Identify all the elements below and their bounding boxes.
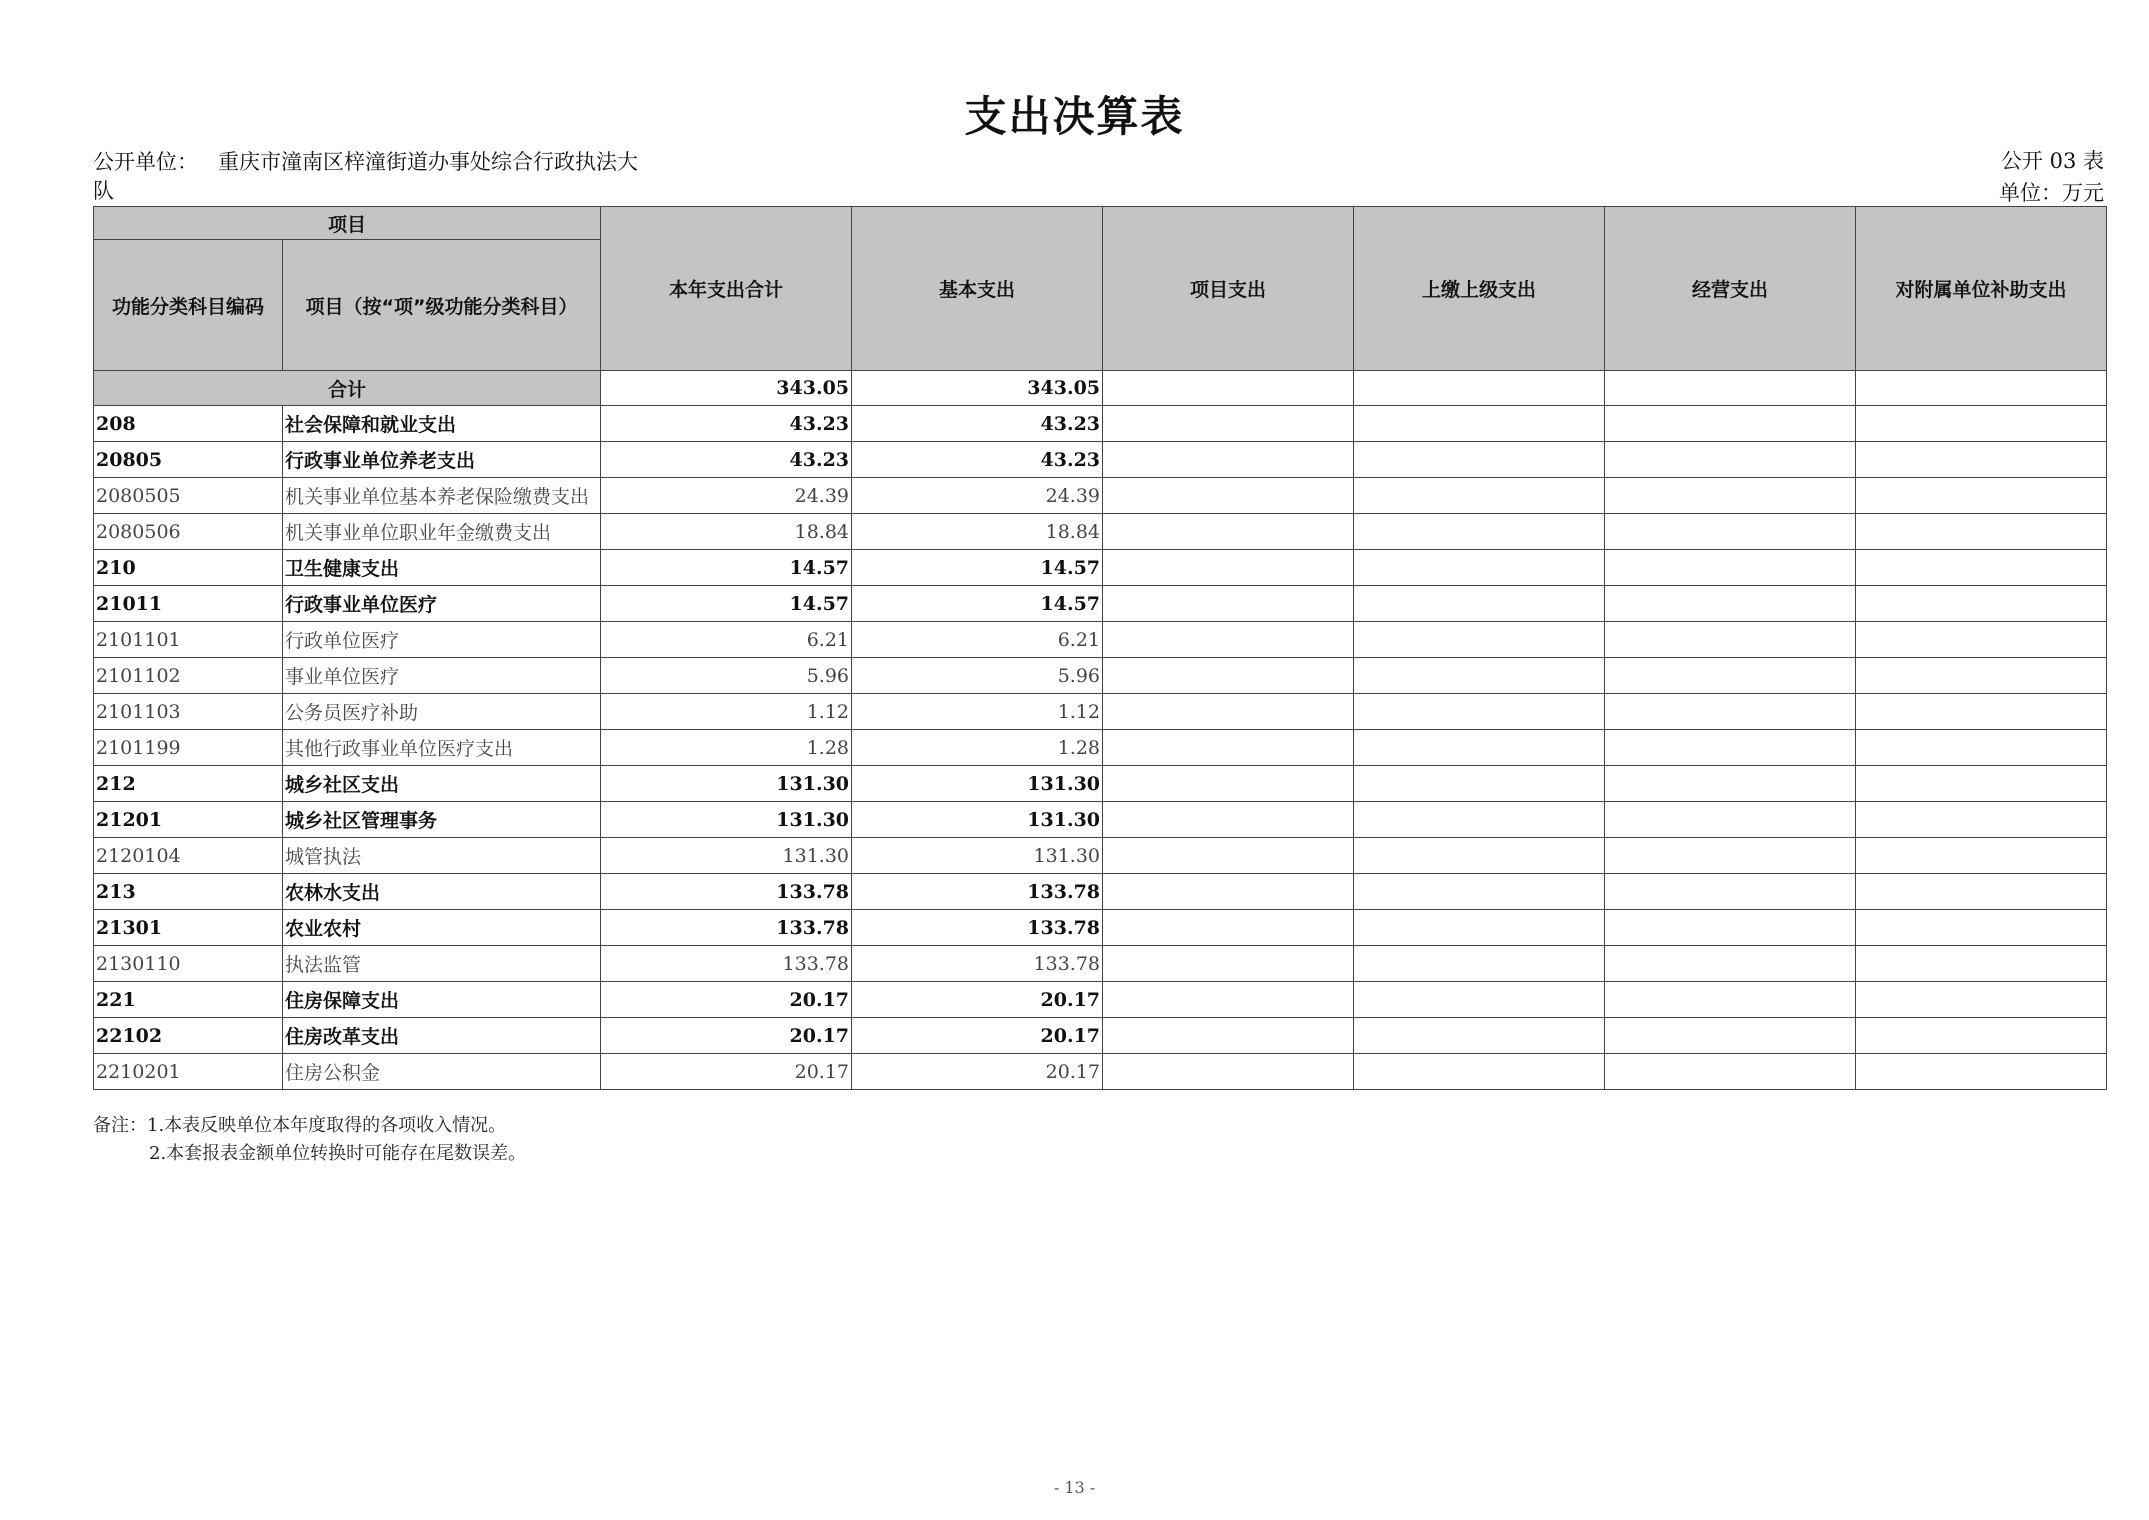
upper-cell	[1354, 550, 1605, 586]
project-cell	[1103, 514, 1354, 550]
reporting-unit	[93, 148, 653, 206]
business-cell	[1605, 550, 1856, 586]
project-cell	[1103, 406, 1354, 442]
name-cell: 住房公积金	[283, 1054, 601, 1090]
project-cell	[1103, 1018, 1354, 1054]
code-cell: 21301	[94, 910, 283, 946]
business-cell	[1605, 622, 1856, 658]
business-cell	[1605, 946, 1856, 982]
table-row	[94, 550, 2107, 586]
total-cell: 131.30	[601, 766, 852, 802]
project-cell	[1103, 838, 1354, 874]
table-row	[94, 514, 2107, 550]
subsidy-cell	[1856, 982, 2107, 1018]
business-cell	[1605, 514, 1856, 550]
total-cell: 133.78	[601, 874, 852, 910]
code-cell: 2101103	[94, 694, 283, 730]
total-cell: 20.17	[601, 1018, 852, 1054]
upper-cell	[1354, 586, 1605, 622]
basic-cell: 20.17	[852, 1054, 1103, 1090]
subsidy-cell	[1856, 730, 2107, 766]
basic-cell: 14.57	[852, 586, 1103, 622]
code-cell: 2080505	[94, 478, 283, 514]
total-cell: 20.17	[601, 982, 852, 1018]
total-cell: 14.57	[601, 550, 852, 586]
total-cell: 133.78	[601, 910, 852, 946]
basic-cell: 43.23	[852, 406, 1103, 442]
name-cell: 城管执法	[283, 838, 601, 874]
table-row	[94, 1054, 2107, 1090]
name-cell: 城乡社区支出	[283, 766, 601, 802]
subsidy-cell	[1856, 1018, 2107, 1054]
code-cell: 21011	[94, 586, 283, 622]
upper-cell	[1354, 1018, 1605, 1054]
table-row	[94, 874, 2107, 910]
header-upper-level: 上缴上级支出	[1354, 207, 1605, 371]
table-row	[94, 946, 2107, 982]
table-row	[94, 586, 2107, 622]
name-cell: 执法监管	[283, 946, 601, 982]
project-cell	[1103, 874, 1354, 910]
basic-cell: 1.28	[852, 730, 1103, 766]
upper-cell	[1354, 766, 1605, 802]
total-label: 合计	[94, 371, 601, 406]
name-cell: 城乡社区管理事务	[283, 802, 601, 838]
subsidy-cell	[1856, 478, 2107, 514]
total-business-cell	[1605, 371, 1856, 406]
subsidy-cell	[1856, 1054, 2107, 1090]
total-cell: 20.17	[601, 1054, 852, 1090]
table-row	[94, 802, 2107, 838]
subsidy-cell	[1856, 874, 2107, 910]
header-subsidy: 对附属单位补助支出	[1856, 207, 2107, 371]
subsidy-cell	[1856, 442, 2107, 478]
business-cell	[1605, 766, 1856, 802]
page-title: 支出决算表	[964, 92, 1185, 141]
expenditure-table	[93, 206, 2107, 1090]
subsidy-cell	[1856, 658, 2107, 694]
business-cell	[1605, 406, 1856, 442]
table-row	[94, 442, 2107, 478]
business-cell	[1605, 838, 1856, 874]
table-row	[94, 730, 2107, 766]
subsidy-cell	[1856, 694, 2107, 730]
code-cell: 2130110	[94, 946, 283, 982]
subsidy-cell	[1856, 586, 2107, 622]
upper-cell	[1354, 910, 1605, 946]
code-cell: 208	[94, 406, 283, 442]
subsidy-cell	[1856, 406, 2107, 442]
total-cell: 131.30	[601, 802, 852, 838]
table-row	[94, 766, 2107, 802]
table-row	[94, 658, 2107, 694]
total-cell: 1.12	[601, 694, 852, 730]
basic-cell: 14.57	[852, 550, 1103, 586]
name-cell: 事业单位医疗	[283, 658, 601, 694]
upper-cell	[1354, 946, 1605, 982]
code-cell: 22102	[94, 1018, 283, 1054]
table-row	[94, 1018, 2107, 1054]
table-row	[94, 694, 2107, 730]
basic-cell: 6.21	[852, 622, 1103, 658]
basic-cell: 131.30	[852, 766, 1103, 802]
basic-cell: 43.23	[852, 442, 1103, 478]
business-cell	[1605, 730, 1856, 766]
code-cell: 2210201	[94, 1054, 283, 1090]
total-cell: 43.23	[601, 406, 852, 442]
basic-cell: 133.78	[852, 874, 1103, 910]
project-cell	[1103, 982, 1354, 1018]
subsidy-cell	[1856, 838, 2107, 874]
upper-cell	[1354, 514, 1605, 550]
basic-cell: 131.30	[852, 838, 1103, 874]
project-cell	[1103, 1054, 1354, 1090]
total-cell: 6.21	[601, 622, 852, 658]
code-cell: 213	[94, 874, 283, 910]
upper-cell	[1354, 478, 1605, 514]
business-cell	[1605, 478, 1856, 514]
project-cell	[1103, 694, 1354, 730]
total-project-cell	[1103, 371, 1354, 406]
business-cell	[1605, 874, 1856, 910]
upper-cell	[1354, 730, 1605, 766]
total-upper-cell	[1354, 371, 1605, 406]
project-cell	[1103, 766, 1354, 802]
code-cell: 20805	[94, 442, 283, 478]
header-basic: 基本支出	[852, 207, 1103, 371]
business-cell	[1605, 1054, 1856, 1090]
header-name: 项目（按“项”级功能分类科目）	[283, 240, 601, 371]
subsidy-cell	[1856, 946, 2107, 982]
table-row	[94, 406, 2107, 442]
form-meta	[1999, 145, 2104, 209]
reporting-unit-name: 重庆市潼南区梓潼街道办事处综合行政执法大队	[93, 150, 639, 203]
business-cell	[1605, 658, 1856, 694]
upper-cell	[1354, 802, 1605, 838]
name-cell: 行政事业单位养老支出	[283, 442, 601, 478]
name-cell: 公务员医疗补助	[283, 694, 601, 730]
name-cell: 农业农村	[283, 910, 601, 946]
project-cell	[1103, 442, 1354, 478]
name-cell: 卫生健康支出	[283, 550, 601, 586]
total-subsidy-cell	[1856, 371, 2107, 406]
header-project: 项目	[94, 207, 601, 240]
code-cell: 2101101	[94, 622, 283, 658]
project-cell	[1103, 910, 1354, 946]
code-cell: 2101102	[94, 658, 283, 694]
business-cell	[1605, 1018, 1856, 1054]
header-total: 本年支出合计	[601, 207, 852, 371]
subsidy-cell	[1856, 766, 2107, 802]
header-code: 功能分类科目编码	[94, 240, 283, 371]
total-cell: 133.78	[601, 946, 852, 982]
code-cell: 210	[94, 550, 283, 586]
upper-cell	[1354, 442, 1605, 478]
code-cell: 2120104	[94, 838, 283, 874]
table-row	[94, 838, 2107, 874]
project-cell	[1103, 478, 1354, 514]
total-cell: 43.23	[601, 442, 852, 478]
upper-cell	[1354, 838, 1605, 874]
subsidy-cell	[1856, 802, 2107, 838]
total-cell: 24.39	[601, 478, 852, 514]
name-cell: 社会保障和就业支出	[283, 406, 601, 442]
upper-cell	[1354, 658, 1605, 694]
basic-cell: 20.17	[852, 982, 1103, 1018]
form-number: 公开 03 表	[2000, 149, 2104, 173]
header-project-expenditure: 项目支出	[1103, 207, 1354, 371]
basic-cell: 24.39	[852, 478, 1103, 514]
basic-cell: 133.78	[852, 946, 1103, 982]
name-cell: 住房保障支出	[283, 982, 601, 1018]
name-cell: 行政事业单位医疗	[283, 586, 601, 622]
name-cell: 机关事业单位基本养老保险缴费支出	[283, 478, 601, 514]
code-cell: 2080506	[94, 514, 283, 550]
upper-cell	[1354, 694, 1605, 730]
upper-cell	[1354, 406, 1605, 442]
project-cell	[1103, 730, 1354, 766]
subsidy-cell	[1856, 622, 2107, 658]
business-cell	[1605, 442, 1856, 478]
total-cell: 131.30	[601, 838, 852, 874]
table-row	[94, 478, 2107, 514]
note-line-1: 备注：1.本表反映单位本年度取得的各项收入情况。	[93, 1115, 507, 1136]
table-row	[94, 622, 2107, 658]
header-business: 经营支出	[1605, 207, 1856, 371]
basic-cell: 18.84	[852, 514, 1103, 550]
name-cell: 机关事业单位职业年金缴费支出	[283, 514, 601, 550]
total-cell: 1.28	[601, 730, 852, 766]
currency-unit: 单位：万元	[1999, 181, 2104, 205]
code-cell: 21201	[94, 802, 283, 838]
total-cell: 5.96	[601, 658, 852, 694]
upper-cell	[1354, 874, 1605, 910]
upper-cell	[1354, 982, 1605, 1018]
total-basic: 343.05	[852, 371, 1103, 406]
note-line-2: 2.本套报表金额单位转换时可能存在尾数误差。	[149, 1143, 527, 1164]
page-number: - 13 -	[1053, 1478, 1096, 1497]
subsidy-cell	[1856, 550, 2107, 586]
code-cell: 2101199	[94, 730, 283, 766]
project-cell	[1103, 622, 1354, 658]
basic-cell: 131.30	[852, 802, 1103, 838]
total-cell: 14.57	[601, 586, 852, 622]
upper-cell	[1354, 1054, 1605, 1090]
business-cell	[1605, 586, 1856, 622]
business-cell	[1605, 982, 1856, 1018]
basic-cell: 5.96	[852, 658, 1103, 694]
project-cell	[1103, 586, 1354, 622]
project-cell	[1103, 658, 1354, 694]
basic-cell: 1.12	[852, 694, 1103, 730]
basic-cell: 133.78	[852, 910, 1103, 946]
name-cell: 农林水支出	[283, 874, 601, 910]
subsidy-cell	[1856, 514, 2107, 550]
total-cell: 18.84	[601, 514, 852, 550]
project-cell	[1103, 802, 1354, 838]
business-cell	[1605, 694, 1856, 730]
basic-cell: 20.17	[852, 1018, 1103, 1054]
name-cell: 行政单位医疗	[283, 622, 601, 658]
project-cell	[1103, 550, 1354, 586]
subsidy-cell	[1856, 910, 2107, 946]
reporting-unit-label: 公开单位：	[93, 150, 198, 174]
code-cell: 212	[94, 766, 283, 802]
table-row	[94, 910, 2107, 946]
code-cell: 221	[94, 982, 283, 1018]
total-amount: 343.05	[601, 371, 852, 406]
table-row	[94, 982, 2107, 1018]
upper-cell	[1354, 622, 1605, 658]
notes	[93, 1112, 526, 1168]
business-cell	[1605, 802, 1856, 838]
name-cell: 住房改革支出	[283, 1018, 601, 1054]
total-row	[94, 371, 2107, 406]
name-cell: 其他行政事业单位医疗支出	[283, 730, 601, 766]
business-cell	[1605, 910, 1856, 946]
project-cell	[1103, 946, 1354, 982]
